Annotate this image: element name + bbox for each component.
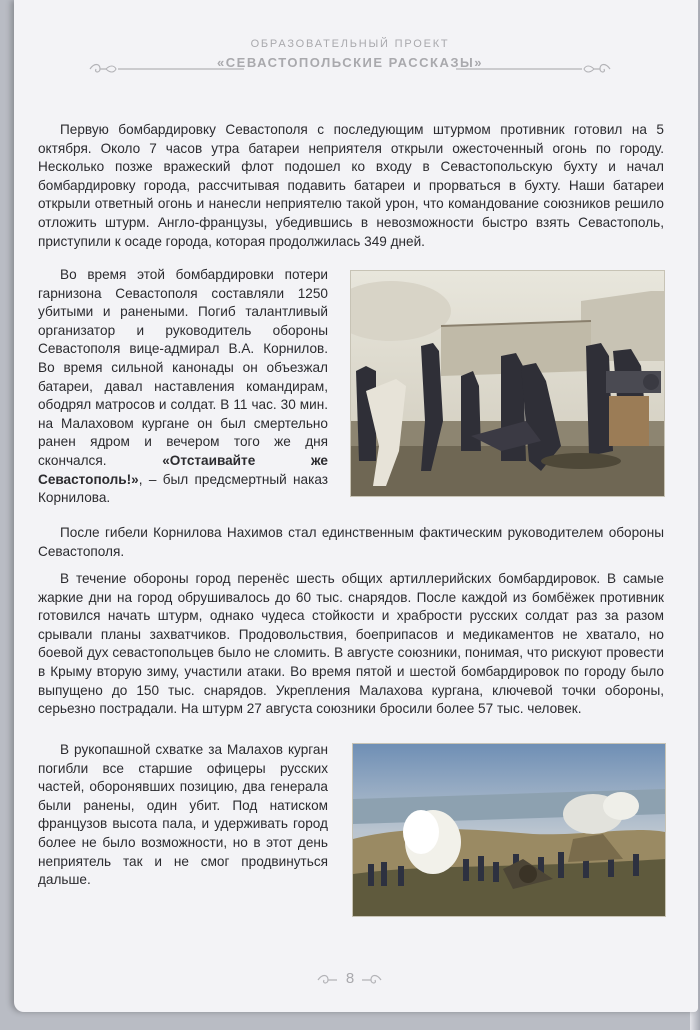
footer-left-ornament	[316, 973, 338, 987]
illustration-kornilov-wounded	[350, 270, 665, 497]
paragraph-malakhov-kurgan: В рукопашной схватке за Малахов курган погибли все старшие офицеры русских частей, оборонявших позицию, два генерала были ранены, один убит. Под натиском французов высота пала, и удерживать город более не было возможности, но в этот день неприятель так и не смог продвинуться дальше.	[38, 742, 328, 888]
kornilov-text: Во время этой бомбардировки потери гарнизона Севастополя составляли 1250 убитыми и ранеными. Погиб талантливый организатор и руководитель обороны Севастополя вице-адмирал В.А. Корнилов. Во время сильной канонады он объезжал батареи, давал наставления командирам, ободрял матросов и солдат. В 11 час. 30 мин. на Малаховом кургане он был смертельно ранен ядром и вечером того же дня скончался.	[38, 267, 328, 468]
paragraph-nakhimov: После гибели Корнилова Нахимов стал единственным фактическим руководителем обороны Севастополя.	[38, 525, 664, 559]
paragraph-kornilov	[38, 266, 328, 508]
project-title: «СЕВАСТОПОЛЬСКИЕ РАССКАЗЫ»	[217, 55, 483, 70]
right-flourish-ornament	[454, 62, 614, 76]
page-footer	[0, 970, 700, 987]
paragraph-first-bombardment: Первую бомбардировку Севастополя с последующим штурмом противник готовил на 5 октября. Около 7 часов утра батареи неприятеля открыли ожесточенный огонь по городу. Несколько позже вражеский флот подошел ко входу в Севастопольскую бухту и начал бомбардировку города, рассчитывая подавить батареи и прорваться в бухту. Наши батареи открыли ответный огонь и нанесли неприятелю такой урон, что командование союзников решило отложить штурм. Англо-французы, убедившись в невозможности быстро взять Севастополь, приступили к осаде города, которая продолжилась 349 дней.	[38, 122, 664, 249]
page-number: 8	[345, 970, 355, 987]
footer-right-ornament	[361, 973, 383, 987]
left-flourish-ornament	[86, 62, 246, 76]
kornilov-text-end: , – был предсмертный наказ Корнилова.	[38, 471, 328, 506]
paragraph-six-bombardments: В течение обороны город перенёс шесть общих артиллерийских бомбардировок. В самые жаркие дни на город обрушивалось до 60 тыс. снарядов. После каждой из бомбёжек противник готовился начать штурм, однако чудеса стойкости и храбрости русских солдат раз за разом срывали планы захватчиков. Продовольствия, боеприпасов и медикаментов не хватало, но боевой дух севастопольцев было не сломить. В августе союзники, понимая, что рискуют провести в Крыму вторую зиму, участили атаки. Во время пятой и шестой бомбардировок по городу было выпущено до 150 тыс. снарядов. Укрепления Малахова кургана, ключевой точки обороны, серьезно пострадали. На штурм 27 августа союзники бросили более 57 тыс. человек.	[38, 571, 664, 717]
illustration-malakhov-battle	[352, 743, 666, 917]
kornilov-quote: «Отстаивайте же Севастополь!»	[38, 452, 328, 487]
project-label: ОБРАЗОВАТЕЛЬНЫЙ ПРОЕКТ	[250, 38, 450, 50]
